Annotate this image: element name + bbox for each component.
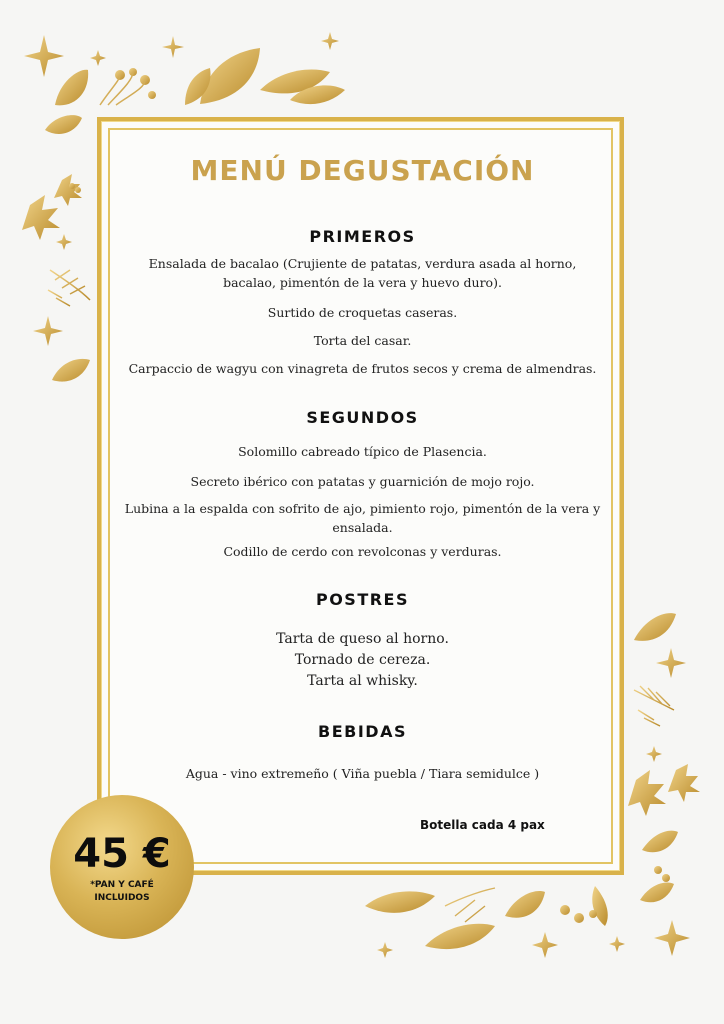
menu-item: Agua - vino extremeño ( Viña puebla / Tiara semidulce ) bbox=[185, 766, 540, 781]
menu-item: Solomillo cabreado típico de Plasencia. bbox=[238, 444, 487, 459]
price-note-line1: *PAN Y CAFÉ bbox=[90, 880, 154, 890]
leaf-icon bbox=[634, 613, 676, 641]
star-icon bbox=[532, 932, 558, 958]
bottom-foliage bbox=[345, 876, 635, 986]
leaf-icon bbox=[505, 891, 545, 918]
menu-item: Secreto ibérico con patatas y guarnición de mojo rojo. bbox=[190, 474, 535, 489]
holly-icon bbox=[668, 764, 700, 802]
leaf-icon bbox=[425, 924, 495, 949]
holly-icon bbox=[628, 770, 666, 816]
price-note-line2: INCLUIDOS bbox=[94, 893, 150, 903]
menu-item: Torta del casar. bbox=[313, 333, 412, 348]
star-icon bbox=[656, 648, 686, 678]
star-icon bbox=[377, 942, 393, 958]
section-heading-bebidas: BEBIDAS bbox=[318, 722, 407, 741]
leaf-icon bbox=[640, 883, 674, 903]
berry-icon bbox=[560, 905, 570, 915]
leaf-icon bbox=[592, 886, 608, 926]
menu-item: Ensalada de bacalao (Crujiente de patatas, verdura asada al horno, bacalao, pimentón de la vera y huevo duro). bbox=[148, 256, 577, 290]
section-heading-postres: POSTRES bbox=[315, 590, 410, 609]
menu-item: Surtido de croquetas caseras. bbox=[267, 305, 458, 320]
price-note bbox=[50, 879, 194, 905]
leaf-icon bbox=[365, 891, 435, 912]
berry-icon bbox=[574, 913, 584, 923]
price: 45 € bbox=[73, 831, 171, 877]
star-icon bbox=[654, 920, 690, 956]
price-badge bbox=[50, 795, 194, 939]
menu-item: Lubina a la espalda con sofrito de ajo, pimiento rojo, pimentón de la vera y ensalada. bbox=[124, 501, 601, 535]
menu-title: MENÚ DEGUSTACIÓN bbox=[190, 154, 535, 187]
bottle-note: Botella cada 4 pax bbox=[420, 818, 545, 832]
star-icon bbox=[646, 746, 662, 762]
section-heading-primeros: PRIMEROS bbox=[309, 227, 416, 246]
menu-item: Codillo de cerdo con revolconas y verduras. bbox=[223, 544, 502, 559]
menu-item: Carpaccio de wagyu con vinagreta de frutos secos y crema de almendras. bbox=[128, 361, 597, 376]
leaf-icon bbox=[642, 831, 678, 853]
star-icon bbox=[609, 936, 625, 952]
berry-icon bbox=[589, 910, 597, 918]
menu-item: Tornado de cereza. bbox=[294, 652, 431, 668]
menu-item: Tarta al whisky. bbox=[307, 673, 418, 689]
menu-item: Tarta de queso al horno. bbox=[276, 631, 449, 647]
section-heading-segundos: SEGUNDOS bbox=[306, 408, 419, 427]
